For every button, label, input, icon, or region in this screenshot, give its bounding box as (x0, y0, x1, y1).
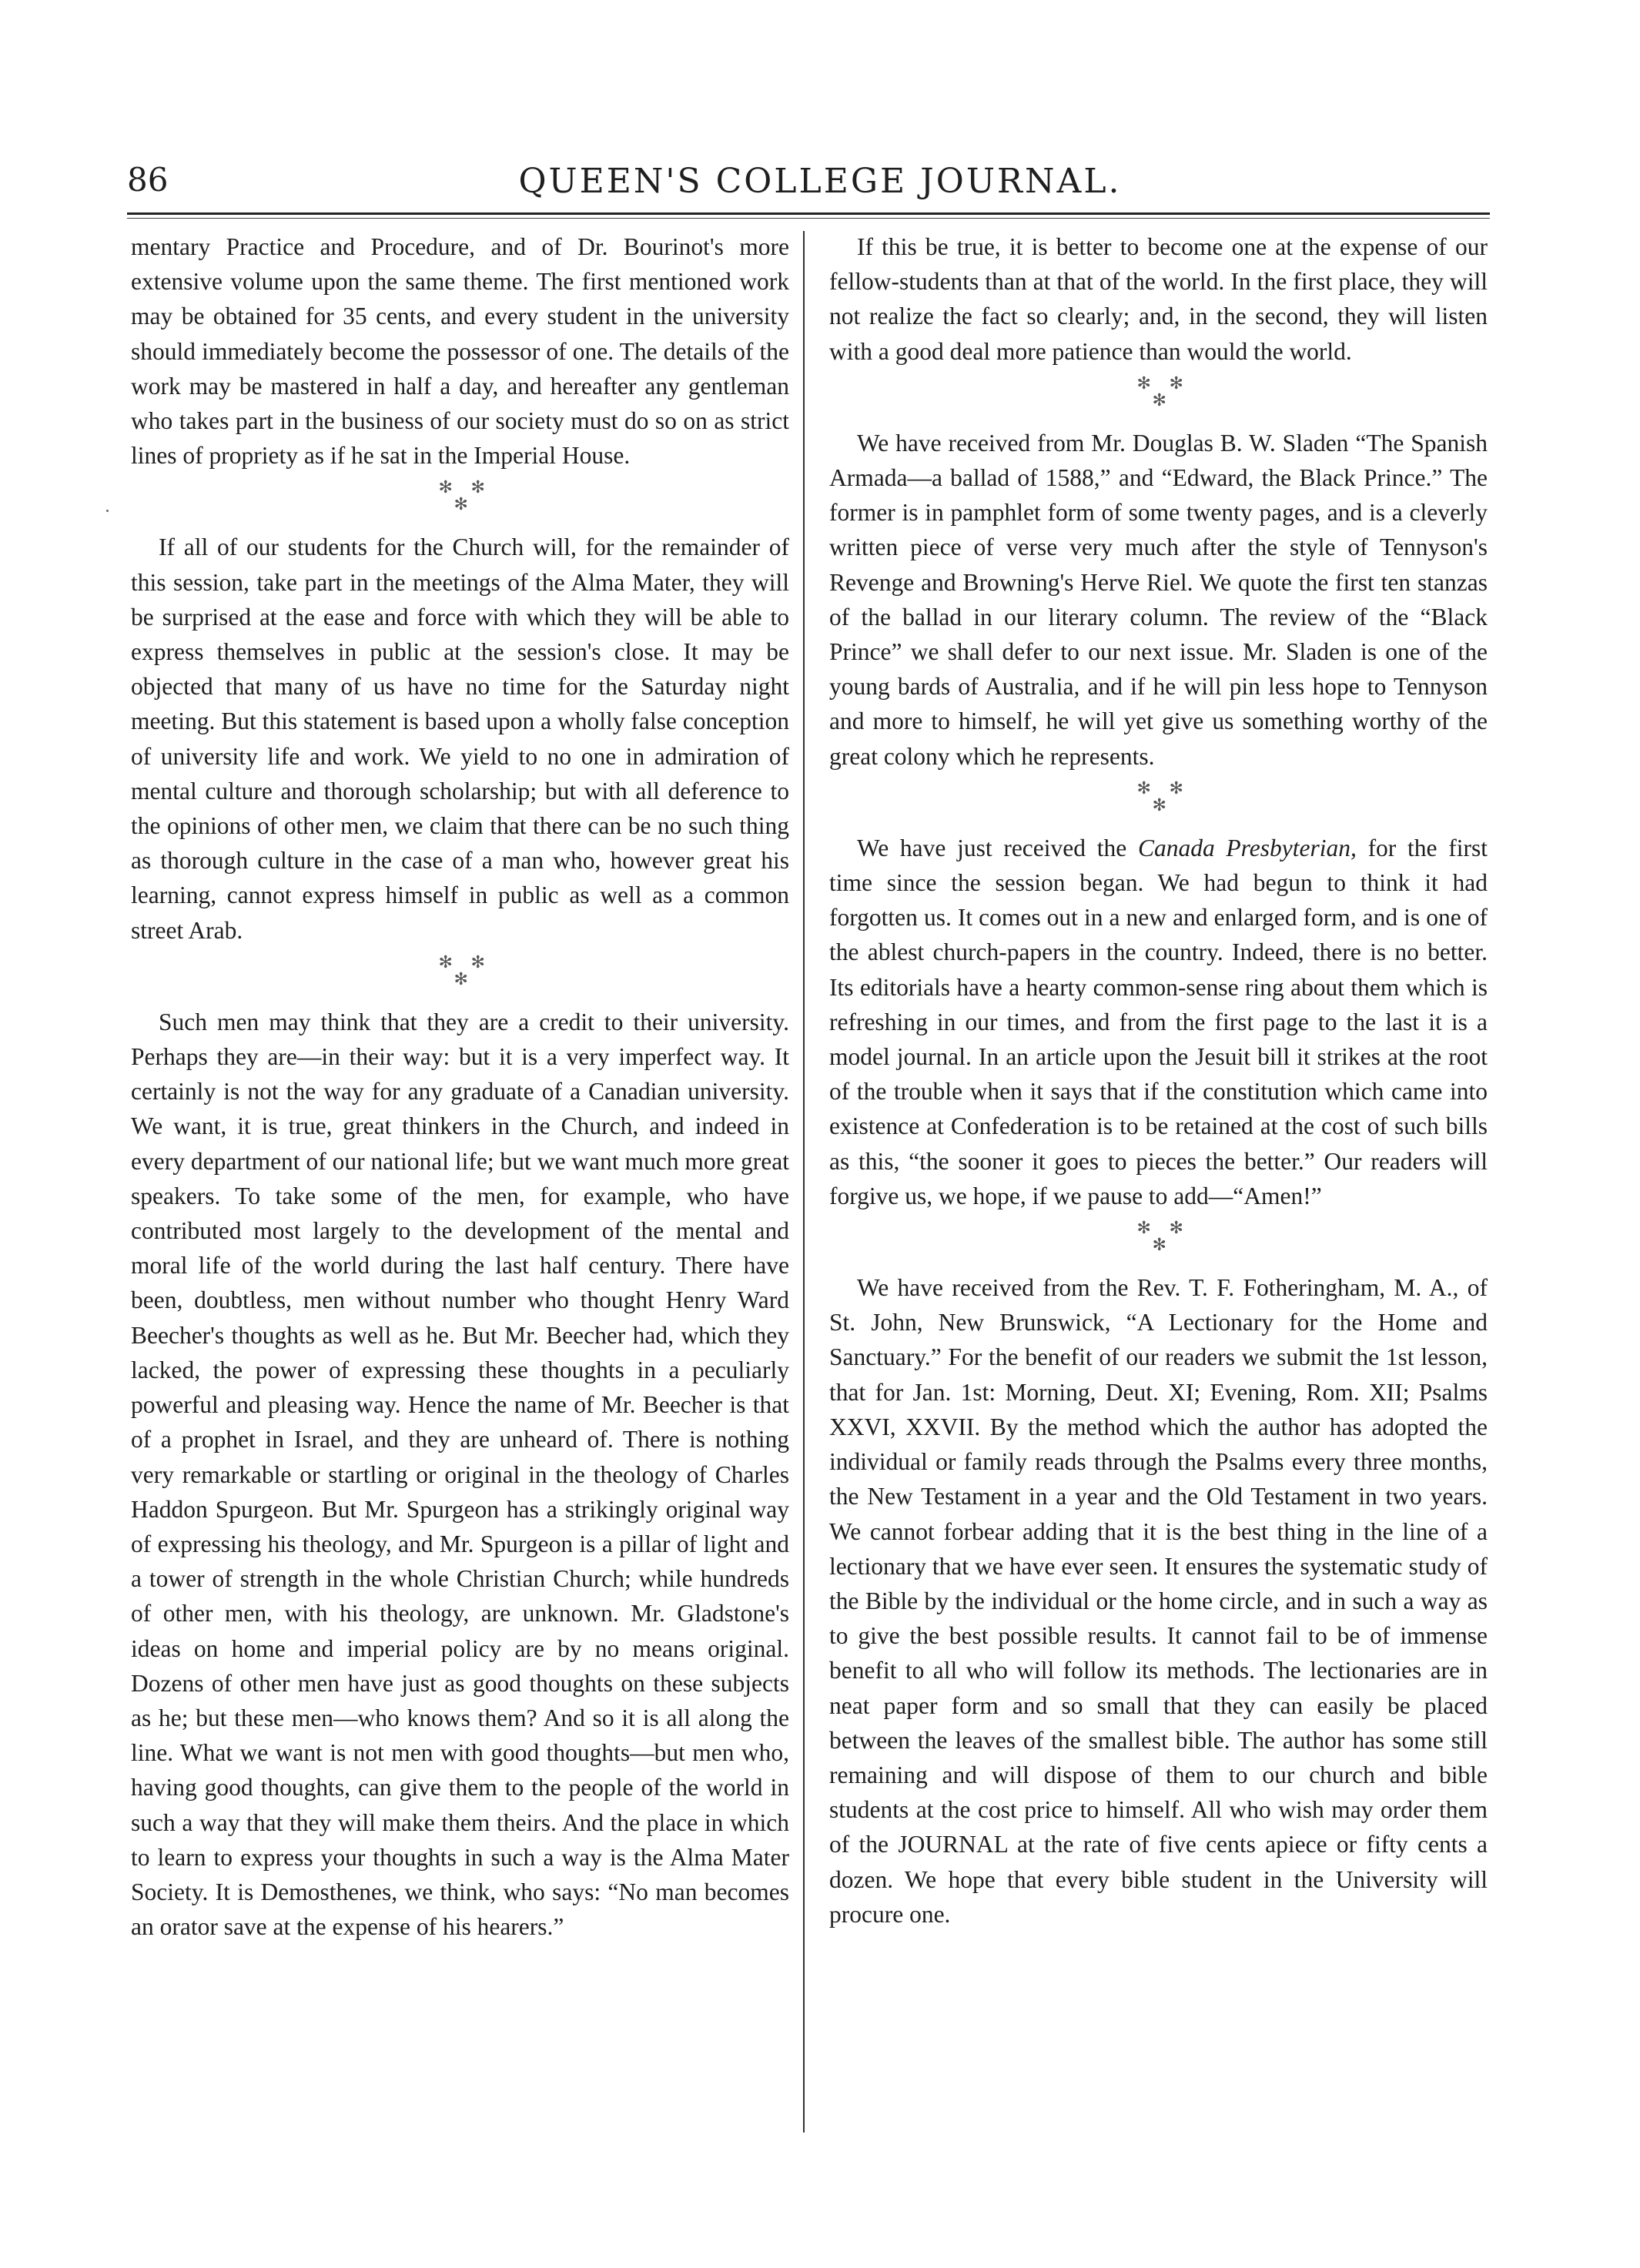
asterisk-mark: ✻ (470, 952, 485, 972)
asterisk-mark: ✻ (1169, 373, 1183, 393)
asterisk-mark: ✻ (1136, 373, 1151, 393)
asterisk-mark: ✻ (438, 478, 453, 498)
running-title: QUEEN'S COLLEGE JOURNAL. (518, 162, 1122, 201)
section-asterism (131, 951, 789, 997)
section-asterism (829, 372, 1488, 418)
paragraph-spanish-armada-review: We have received from Mr. Douglas B. W. Sladen “The Spanish Armada—a ballad of 1588,” and “Edward, the Black Prince.” The former is in pamphlet form of some twenty pages, and is a cleverly written piece of verse very much after the style of Tennyson's Revenge and Browning's Herve Riel. We quote the first ten stanzas of the ballad in our literary column. The review of the “Black Prince” we shall defer to our next issue. Mr. Sladen is one of the young bards of Australia, and if he will pin less hope to Tennyson and more to himself, he will yet give us something worthy of the great colony which he represents. (829, 429, 1488, 770)
column-divider (803, 231, 805, 2133)
asterisk-mark: ✻ (454, 495, 468, 515)
left-column (131, 229, 789, 1944)
paragraph-fellow-students: If this be true, it is better to become one at the expense of our fellow-students than at that of the world. In the first place, they will not realize the fact so clearly; and, in the second, they will listen with a good deal more patience than would the world. (829, 233, 1488, 365)
paragraph-lectionary: We have received from the Rev. T. F. Fotheringham, M. A., of St. John, New Brunswick, “A Lectionary for the Home and Sanctuary.” For the benefit of our readers we submit the 1st lesson, that for Jan. 1st: Morning, Deut. XI; Evening, Rom. XII; Psalms XXVI, XXVII. By the method which the author has adopted the individual or family reads through the Psalms every three months, the New Testament in a year and the Old Testament in two years. We cannot forbear adding that it is the best thing in the line of a lectionary that we have ever seen. It ensures the systematic study of the Bible by the individual or the home circle, and in such a way as to give the best possible results. It cannot fail to be of immense benefit to all who will follow its methods. The lectionaries are in neat paper form and so small that they can easily be placed between the leaves of the smallest bible. The author has some still remaining and will dispose of them to our church and bible students at the cost price to himself. All who wish may order them of the JOURNAL at the rate of five cents apiece or fifty cents a dozen. We hope that every bible student in the University will procure one. (829, 1274, 1488, 1928)
header-rule-thin (127, 218, 1490, 219)
scan-speck (106, 510, 109, 512)
paragraph-great-speakers: Such men may think that they are a credit to their university. Perhaps they are—in their way: but it is a very imperfect way. It certainly is not the way for any graduate of a Canadian university. We want, it is true, great thinkers in the Church, and indeed in every department of our national life; but we want much more great speakers. To take some of the men, for example, who have contributed most largely to the development of the mental and moral life of the world during the last half century. There have been, doubtless, men without number who thought Henry Ward Beecher's thoughts as well as he. But Mr. Beecher had, which they lacked, the power of expressing these thoughts in a peculiarly powerful and pleasing way. Hence the name of Mr. Beecher is that of a prophet in Israel, and they are unheard of. There is nothing very remarkable or startling or original in the theology of Charles Haddon Spurgeon. But Mr. Spurgeon has a strikingly original way of expressing his theology, and Mr. Spurgeon is a pillar of light and a tower of strength in the whole Christian Church; while hundreds of other men, with his theology, are unknown. Mr. Gladstone's ideas on home and imperial policy are by no means original. Dozens of other men have just as good thoughts on these subjects as he; but these men—who knows them? And so it is all along the line. What we want is not men with good thoughts—but men who, having good thoughts, can give them to the people of the world in such a way that they will make them theirs. And the place in which to learn to express your thoughts in such a way is the Alma Mater Society. It is Demosthenes, we think, who says: “No man becomes an orator save at the expense of his hearers.” (131, 1008, 789, 1941)
section-asterism (829, 777, 1488, 823)
paragraph-alma-mater-meetings: If all of our students for the Church will, for the remainder of this session, take part in the meetings of the Alma Mater, they will be surprised at the ease and force with which they will be able to express themselves in public at the session's close. It may be objected that many of us have no time for the Saturday night meeting. But this statement is based upon a wholly false conception of university life and work. We yield to no one in admiration of mental culture and thorough scholarship; but with all deference to the opinions of other men, we claim that there can be no such thing as thorough culture in the case of a man who, however great his learning, cannot express himself in public as well as a common street Arab. (131, 534, 789, 944)
asterisk-mark: ✻ (1136, 778, 1151, 798)
paragraph-canada-presbyterian (829, 831, 1488, 1213)
asterisk-mark: ✻ (1152, 390, 1166, 410)
paragraph-parliamentary-practice: mentary Practice and Procedure, and of Dr. Bourinot's more extensive volume upon the same theme. The first mentioned work may be obtained for 35 cents, and every student in the university should immediately become the possessor of one. The details of the work may be mastered in half a day, and hereafter any gentleman who takes part in the business of our society must do so on as strict lines of propriety as if he sat in the Imperial House. (131, 233, 789, 470)
asterisk-mark: ✻ (438, 952, 453, 972)
page-number: 86 (127, 161, 169, 199)
asterisk-mark: ✻ (454, 969, 468, 989)
section-asterism (131, 476, 789, 522)
header-rule-thick (127, 212, 1490, 215)
asterisk-mark: ✻ (1169, 778, 1183, 798)
asterisk-mark: ✻ (1152, 1236, 1166, 1256)
asterisk-mark: ✻ (1152, 795, 1166, 815)
asterisk-mark: ✻ (470, 478, 485, 498)
asterisk-mark: ✻ (1136, 1219, 1151, 1239)
asterisk-mark: ✻ (1169, 1219, 1183, 1239)
canada-presbyterian-title: Canada Presbyterian, (1137, 834, 1357, 861)
canada-presbyterian-intro: We have just received the (857, 834, 1138, 861)
canada-presbyterian-body: for the first time since the session began. We had begun to think it had forgotten us. It comes out in a new and enlarged form, and is one of the ablest church-papers in the country. Indeed, there is no better. Its editorials have a hearty common-sense ring about them which is refreshing in our times, and from the first page to the last it is a model journal. In an article upon the Jesuit bill it strikes at the root of the trouble when it says that if the constitution which came into existence at Confederation is to be retained at the cost of such bills as this, “the sooner it goes to pieces the better.” Our readers will forgive us, we hope, if we pause to add—“Amen!” (829, 834, 1488, 1209)
right-column (829, 229, 1488, 1932)
section-asterism (829, 1216, 1488, 1263)
